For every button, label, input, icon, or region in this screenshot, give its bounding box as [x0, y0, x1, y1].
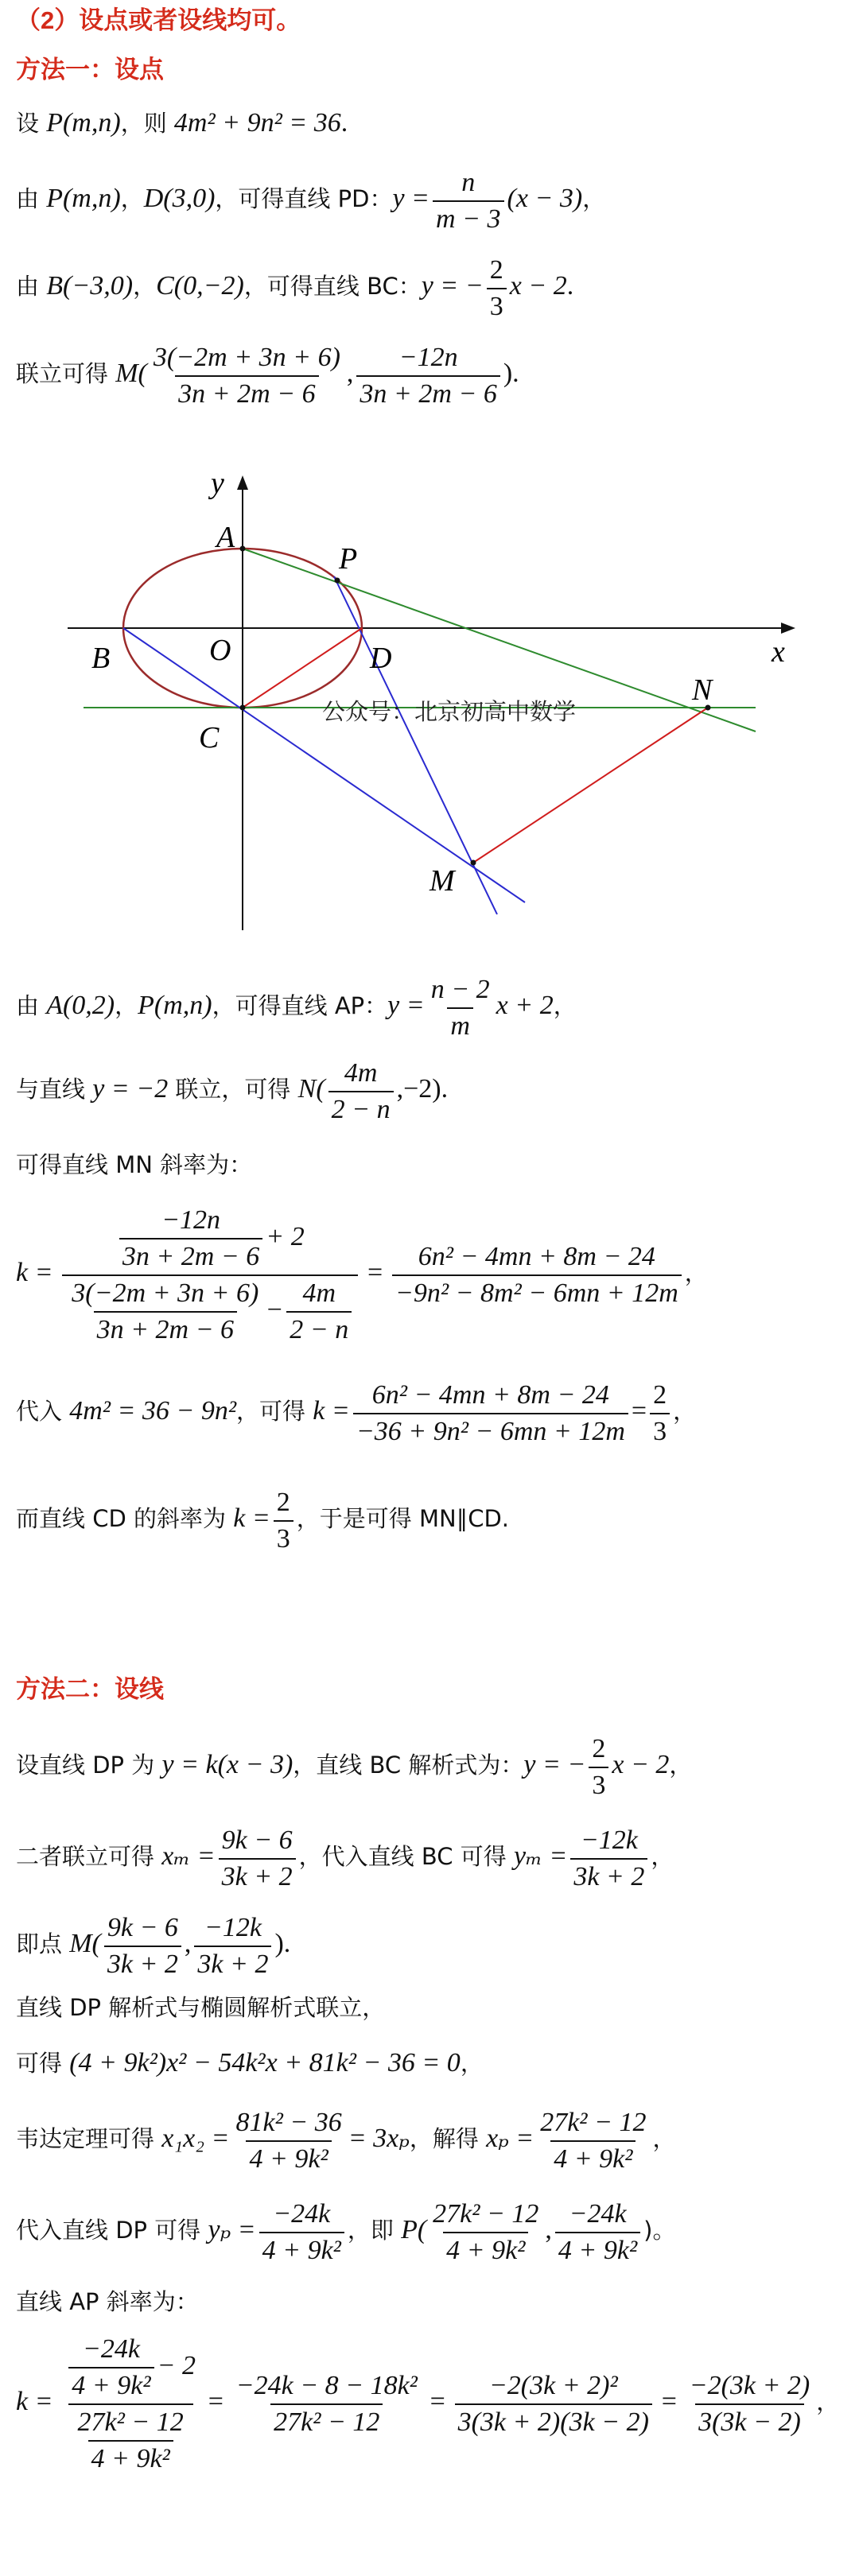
m1-line5	[16, 974, 577, 1042]
text: 联立可得	[16, 360, 116, 388]
fraction	[589, 1733, 608, 1802]
math: y = −	[421, 271, 484, 301]
math: yₘ =	[513, 1841, 568, 1872]
text: ).	[274, 1929, 291, 1959]
numerator	[62, 2334, 199, 2403]
denominator: 4 + 9k²	[550, 2140, 636, 2175]
fraction	[353, 1379, 628, 1448]
fraction	[104, 1912, 181, 1980]
denominator: 3	[274, 1520, 293, 1555]
text: 联立，可得	[168, 1076, 298, 1104]
denominator: m	[447, 1007, 473, 1042]
numerator: 6n² − 4mn + 8m − 24	[371, 1380, 609, 1410]
math: y = k(x − 3)	[161, 1750, 293, 1780]
fraction	[259, 2198, 344, 2267]
line-BC	[123, 628, 525, 902]
denominator: 3k + 2	[219, 1858, 296, 1893]
fraction	[232, 2107, 344, 2175]
numerator: 2	[489, 255, 503, 285]
point-M	[471, 860, 476, 866]
math: y = −	[523, 1750, 586, 1780]
text: ，可得直线 BC：	[243, 273, 422, 301]
method1-title: 方法一：设点	[16, 56, 164, 83]
text: ,	[184, 1929, 192, 1959]
text: ，解得	[409, 2125, 487, 2153]
math: k =	[16, 1258, 53, 1288]
math: 4m² = 36 − 9n²	[69, 1396, 237, 1426]
text: 由	[16, 273, 47, 301]
math: ,−2)	[396, 1074, 441, 1104]
numerator: 9k − 6	[221, 1825, 293, 1855]
denominator: −9n² − 8m² − 6mn + 12m	[392, 1274, 682, 1309]
text: ，	[553, 992, 577, 1020]
text: 韦达定理可得	[16, 2125, 162, 2153]
fraction	[233, 2370, 421, 2438]
math: x₁x₂ =	[161, 2124, 230, 2154]
numerator: −24k	[273, 2199, 331, 2229]
m2-line5	[16, 2047, 484, 2079]
fraction	[570, 1825, 647, 1893]
math: =	[367, 1258, 383, 1288]
m1-line1	[16, 107, 348, 139]
label-M: M	[430, 864, 455, 898]
denominator: 3(3k − 2)	[695, 2403, 804, 2438]
denominator: 3k + 2	[570, 1858, 647, 1893]
math: B(−3,0)	[46, 271, 134, 301]
denominator: m − 3	[433, 200, 504, 235]
section-heading: （2）设点或者设线均可。	[16, 6, 301, 34]
denominator: 3	[589, 1767, 608, 1802]
text: ，可得直线 AP：	[212, 992, 388, 1020]
denominator: 3n + 2m − 6	[175, 375, 318, 410]
math: + 2	[266, 1221, 305, 1251]
fraction	[150, 342, 344, 410]
m2-line3	[16, 1912, 290, 1980]
m1-line9	[16, 1379, 696, 1448]
math: P(m,n)	[46, 184, 121, 214]
text: ，即	[347, 2217, 402, 2244]
math: yₚ =	[208, 2215, 256, 2245]
denominator: 2 − n	[328, 1091, 394, 1126]
math: − 2	[157, 2350, 196, 2380]
denominator: 3n + 2m − 6	[94, 1311, 237, 1346]
math: P(m,n)	[46, 108, 121, 138]
text: 可得	[16, 2050, 70, 2077]
text: ，	[684, 1259, 708, 1287]
math: xₚ =	[486, 2124, 534, 2154]
numerator: −12k	[580, 1825, 638, 1855]
numerator: 2	[592, 1734, 606, 1763]
label-N: N	[692, 673, 713, 707]
text: .	[441, 1074, 449, 1104]
text: ，	[115, 992, 138, 1020]
m2-line7	[16, 2198, 675, 2267]
point-P	[335, 578, 340, 584]
denominator	[68, 2403, 193, 2475]
m1-line8	[16, 1205, 708, 1346]
math: P(	[401, 2215, 427, 2245]
fraction	[328, 1057, 394, 1126]
text: 设直线 DP 为	[16, 1752, 162, 1779]
m1-line2	[16, 167, 605, 235]
numerator: 3(−2m + 3n + 6)	[72, 1278, 259, 1308]
text: ，代入直线 BC 可得	[298, 1843, 514, 1871]
numerator: 9k − 6	[107, 1913, 178, 1942]
point-A	[240, 546, 246, 552]
math: y = −2	[92, 1074, 169, 1104]
m2-line1	[16, 1733, 692, 1802]
numerator: −12k	[204, 1913, 262, 1942]
denominator	[62, 1274, 358, 1346]
math: 4m² + 9n² = 36	[173, 108, 341, 138]
text: 二者联立可得	[16, 1843, 162, 1871]
text: 由	[16, 185, 47, 213]
numerator: 6n² − 4mn + 8m − 24	[418, 1242, 655, 1271]
numerator: −2(3k + 2)	[689, 2371, 810, 2400]
math: C(0,−2)	[156, 271, 244, 301]
text: ，于是可得 MN∥CD.	[296, 1505, 510, 1533]
fraction	[356, 342, 499, 410]
denominator: 3k + 2	[104, 1946, 181, 1980]
label-y: y	[211, 467, 224, 500]
numerator: 27k² − 12	[433, 2199, 539, 2229]
numerator: −24k	[569, 2199, 627, 2229]
text: 代入	[16, 1398, 70, 1426]
math: M(	[69, 1929, 101, 1959]
compound-fraction	[62, 2334, 199, 2475]
label-B: B	[91, 642, 111, 675]
denominator: 2 − n	[286, 1311, 352, 1346]
text: ，	[133, 273, 157, 301]
numerator: −2(3k + 2)²	[488, 2371, 618, 2400]
denominator: 4 + 9k²	[246, 2140, 331, 2175]
denominator: 3k + 2	[194, 1946, 271, 1980]
compound-fraction	[62, 1205, 358, 1346]
line-MN	[473, 708, 708, 863]
fraction	[537, 2107, 649, 2175]
m2-line8: 直线 AP 斜率为：	[16, 2288, 199, 2315]
numerator: −12n	[398, 343, 458, 372]
x-axis-arrow-icon	[781, 623, 795, 634]
m2-line6	[16, 2107, 675, 2175]
y-axis-arrow-icon	[237, 475, 248, 490]
m2-line4: 直线 DP 解析式与椭圆解析式联立，	[16, 1994, 386, 2021]
m1-line3	[16, 254, 573, 323]
math: =	[631, 1396, 647, 1426]
text: ，	[460, 2050, 484, 2077]
math: y =	[392, 184, 430, 214]
text: ).	[503, 359, 519, 389]
text: .	[340, 108, 348, 138]
math: = 3xₚ	[348, 2124, 410, 2154]
text: ,	[545, 2215, 552, 2245]
math: A(0,2)	[46, 991, 115, 1021]
denominator: 3	[487, 288, 507, 323]
math: x − 2	[612, 1750, 670, 1780]
m1-line10	[16, 1487, 509, 1555]
text: ，可得	[236, 1398, 313, 1426]
label-A: A	[216, 521, 235, 554]
numerator: n − 2	[430, 975, 490, 1004]
fraction	[433, 167, 504, 235]
watermark: 公众号：北京初高中数学	[322, 698, 577, 725]
label-D: D	[370, 642, 392, 675]
method2-title: 方法二：设线	[16, 1675, 164, 1703]
m2-line9	[16, 2334, 839, 2475]
text: ,	[346, 359, 354, 389]
fraction	[274, 1487, 293, 1555]
math: x − 2	[509, 271, 567, 301]
numerator: 81k² − 36	[235, 2108, 342, 2137]
math: =	[661, 2387, 677, 2417]
denominator: 27k² − 12	[270, 2403, 383, 2438]
denominator: 3n + 2m − 6	[119, 1238, 262, 1273]
numerator: −24k	[82, 2334, 140, 2364]
fraction	[686, 2370, 814, 2438]
text: .	[566, 271, 574, 301]
denominator: −36 + 9n² − 6mn + 12m	[353, 1413, 628, 1448]
numerator: 3(−2m + 3n + 6)	[153, 343, 340, 372]
fraction	[75, 2407, 187, 2475]
numerator	[113, 1205, 308, 1274]
fraction	[286, 1278, 352, 1346]
text: ，直线 BC 解析式为：	[293, 1752, 524, 1779]
denominator: 4 + 9k²	[68, 2367, 154, 2402]
text: ，	[673, 1398, 697, 1426]
text: ，	[669, 1752, 693, 1779]
denominator: 4 + 9k²	[555, 2232, 640, 2267]
math: −	[265, 1294, 284, 1325]
text: )。	[643, 2217, 676, 2244]
numerator: −24k − 8 − 18k²	[235, 2371, 418, 2400]
fraction	[68, 2334, 154, 2402]
fraction	[392, 1241, 682, 1309]
label-C: C	[199, 721, 220, 755]
m1-line4	[16, 342, 519, 410]
numerator: 27k² − 12	[77, 2407, 184, 2437]
label-x: x	[772, 635, 785, 669]
text: ，	[652, 2125, 676, 2153]
text: 由	[16, 992, 47, 1020]
text: 设	[16, 110, 47, 137]
math: k =	[233, 1503, 270, 1534]
fraction	[119, 1205, 262, 1273]
fraction	[555, 2198, 640, 2267]
fraction	[455, 2370, 652, 2438]
math: =	[208, 2387, 223, 2417]
math: P(m,n)	[138, 991, 212, 1021]
numerator: −12n	[161, 1205, 221, 1235]
denominator: 4 + 9k²	[259, 2232, 344, 2267]
fraction	[194, 1912, 271, 1980]
text: ，	[816, 2388, 840, 2416]
denominator: 4 + 9k²	[88, 2440, 173, 2475]
math: N(	[297, 1074, 325, 1104]
numerator: 2	[276, 1488, 290, 1517]
numerator: 2	[653, 1380, 667, 1410]
label-O: O	[209, 634, 231, 667]
fraction	[650, 1379, 670, 1448]
denominator: 3n + 2m − 6	[356, 375, 499, 410]
line-CD	[243, 628, 362, 708]
math: =	[430, 2387, 445, 2417]
math: (x − 3)	[507, 184, 583, 214]
math: k =	[16, 2387, 53, 2417]
text: 代入直线 DP 可得	[16, 2217, 208, 2244]
m1-line6	[16, 1057, 448, 1126]
math: M(	[115, 359, 147, 389]
denominator: 3	[650, 1413, 670, 1448]
text: 即点	[16, 1930, 70, 1958]
numerator: 27k² − 12	[540, 2108, 647, 2137]
m2-line2	[16, 1825, 674, 1893]
point-C	[240, 705, 246, 711]
m1-line7: 可得直线 MN 斜率为：	[16, 1151, 253, 1178]
text: 而直线 CD 的斜率为	[16, 1505, 234, 1533]
text: ，	[582, 185, 606, 213]
numerator: 4m	[344, 1058, 378, 1088]
math: D(3,0)	[143, 184, 216, 214]
fraction	[487, 254, 507, 323]
denominator: 3(3k + 2)(3k − 2)	[455, 2403, 652, 2438]
math: k =	[313, 1396, 350, 1426]
fraction	[430, 2198, 542, 2267]
fraction	[219, 1825, 296, 1893]
math: x + 2	[496, 991, 554, 1021]
math: (4 + 9k²)x² − 54k²x + 81k² − 36 = 0	[69, 2048, 461, 2077]
numerator: 4m	[302, 1278, 336, 1308]
fraction	[428, 974, 493, 1042]
text: ，可得直线 PD：	[215, 185, 393, 213]
numerator: n	[461, 168, 476, 197]
denominator: 4 + 9k²	[443, 2232, 528, 2267]
text: 与直线	[16, 1076, 93, 1104]
label-P: P	[339, 542, 358, 576]
math: y =	[387, 991, 425, 1021]
text: ，则	[120, 110, 174, 137]
fraction	[68, 1278, 262, 1346]
math: xₘ =	[161, 1841, 216, 1872]
text: ，	[651, 1843, 674, 1871]
geometry-figure	[0, 461, 859, 938]
text: ，	[120, 185, 144, 213]
